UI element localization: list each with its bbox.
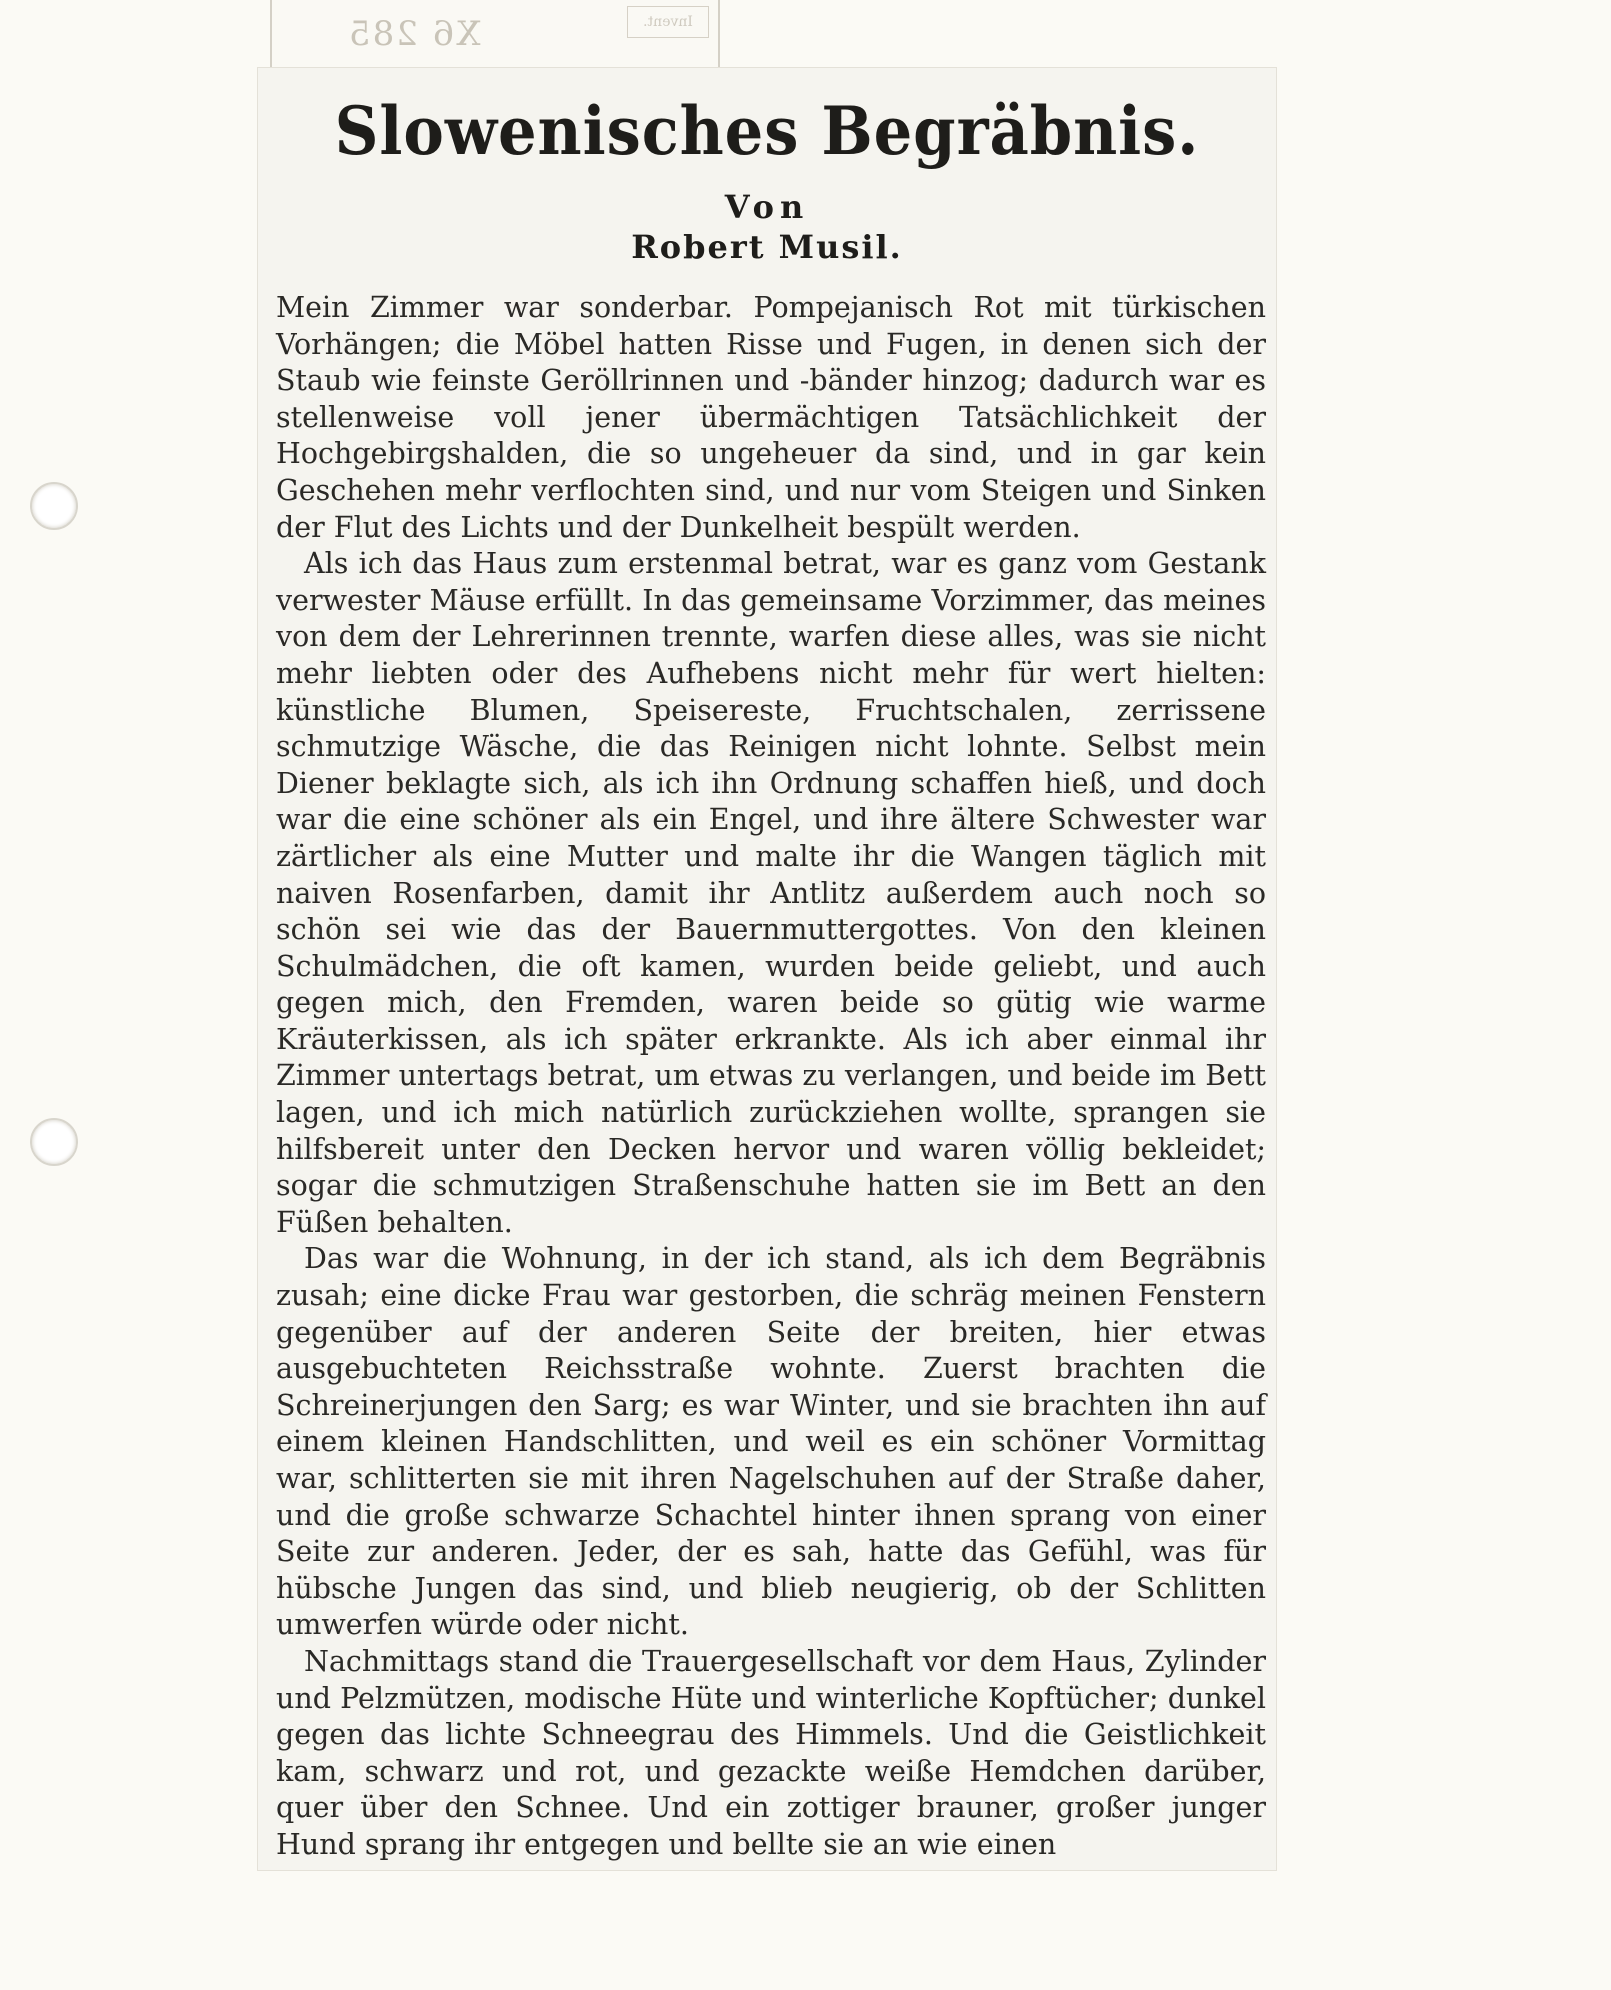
article-author: Robert Musil.	[631, 228, 903, 266]
paragraph-2: Als ich das Haus zum erstenmal betrat, war es ganz vom Gestank verwester Mäuse erfüllt. In das gemeinsame Vorzimmer, das meines von dem der Lehrerinnen trennte, warfen diese alles, was sie nicht mehr liebten oder des Aufhebens nicht mehr für wert hielten: künstliche Blumen, Speisereste, Fruchtschalen, zerrissene schmutzige Wäsche, die das Reinigen nicht lohnte. Selbst mein Diener beklagte sich, als ich ihn Ordnung schaffen hieß, und doch war die eine schöner als ein Engel, und ihre ältere Schwester war zärtlicher als eine Mutter und malte ihr die Wangen täglich mit naiven Rosenfarben, damit ihr Antlitz außerdem auch noch so schön sei wie das der Bauernmuttergottes. Von den kleinen Schulmädchen, die oft kamen, wurden beide geliebt, und auch gegen mich, den Fremden, waren beide so gütig wie warme Kräuterkissen, als ich später erkrankte. Als ich aber einmal ihr Zimmer untertags betrat, um etwas zu verlangen, und beide im Bett lagen, und ich mich natürlich zurückziehen wollte, sprangen sie hilfsbereit unter den Decken hervor und waren völlig bekleidet; sogar die schmutzigen Straßenschuhe hatten sie im Bett an den Füßen behalten.	[276, 547, 1266, 1239]
archive-label	[270, 0, 720, 70]
byline-prefix: Von	[724, 188, 810, 226]
article-body	[276, 290, 1266, 1864]
article-title: Slowenisches Begräbnis.	[334, 92, 1200, 170]
archive-number: X6 285	[347, 14, 481, 54]
paragraph-3: Das war die Wohnung, in der ich stand, als ich dem Begräbnis zusah; eine dicke Frau war gestorben, die schräg meinen Fenstern gegenüber auf der anderen Seite der breiten, hier etwas ausgebuchteten Reichsstraße wohnte. Zuerst brachten die Schreinerjungen den Sarg; es war Winter, und sie brachten ihn auf einem kleinen Handschlitten, und weil es ein schöner Vormittag war, schlitterten sie mit ihren Nagelschuhen auf der Straße daher, und die große schwarze Schachtel hinter ihnen sprang von einer Seite zur anderen. Jeder, der es sah, hatte das Gefühl, was für hübsche Jungen das sind, und blieb neugierig, ob der Schlitten umwerfen würde oder nicht.	[276, 1242, 1266, 1642]
newspaper-clipping	[258, 68, 1276, 1870]
punch-hole-bottom	[30, 1118, 78, 1166]
punch-hole-top	[30, 482, 78, 530]
paragraph-1: Mein Zimmer war sonderbar. Pompejanisch Rot mit türkischen Vorhängen; die Möbel hatten Risse und Fugen, in denen sich der Staub wie feinste Geröllrinnen und -bänder hinzog; dadurch war es stellenweise voll jener übermächtigen Tatsächlichkeit der Hochgebirgshalden, die so ungeheuer da sind, und in gar kein Geschehen mehr verflochten sind, und nur vom Steigen und Sinken der Flut des Lichts und der Dunkelheit bespült werden.	[276, 291, 1266, 544]
archive-stamp: Invent.	[627, 6, 709, 38]
paragraph-4: Nachmittags stand die Trauergesellschaft vor dem Haus, Zylinder und Pelzmützen, modische Hüte und winterliche Kopftücher; dunkel gegen das lichte Schneegrau des Himmels. Und die Geistlichkeit kam, schwarz und rot, und gezackte weiße Hemdchen darüber, quer über den Schnee. Und ein zottiger brauner, großer junger Hund sprang ihr entgegen und bellte sie an wie einen	[276, 1644, 1266, 1861]
